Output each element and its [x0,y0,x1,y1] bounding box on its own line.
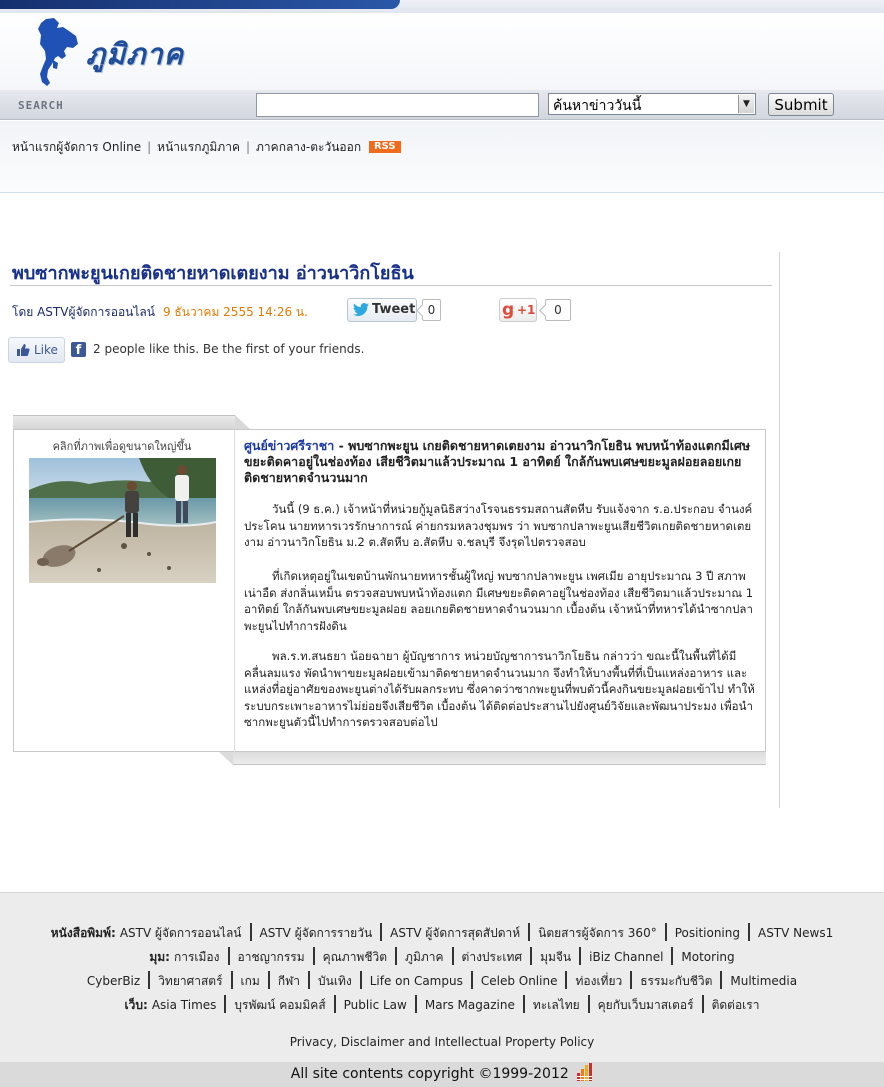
footer-row-label: เว็บ: [124,998,148,1012]
footer-link[interactable]: ติดต่อเรา [711,998,760,1012]
breadcrumb-separator: | [147,140,152,154]
breadcrumb [12,138,401,157]
article-lead [244,438,756,486]
footer-separator [224,995,226,1013]
footer-link[interactable]: CyberBiz [86,974,141,988]
google-plus-icon: g [502,300,515,320]
footer-separator [360,971,362,989]
search-bar [0,90,884,120]
footer-separator [308,971,310,989]
gplus-count: 0 [545,299,571,321]
footer-link[interactable]: ทะเลไทย [532,998,580,1012]
lead-text: - พบซากพะยูน เกยติดชายหาดเตยงาม อ่าวนาวิกโยธิน พบหน้าท้องแตกมีเศษขยะติดคาอยู่ในช่องท้อง เสียชีวิตมาแล้วประมาณ 1 อาทิตย์ ใกล้กันพบเศษขยะมูลฝอยลอยเกยติดชายหาดจำนวนมาก [244,438,751,485]
footer-link[interactable]: อาชญากรรม [237,950,305,964]
footer-separator [268,971,270,989]
site-header [0,13,884,90]
footer-separator [530,947,532,965]
search-scope-select[interactable] [548,93,756,115]
footer-link[interactable]: Multimedia [730,974,798,988]
nav-strip [0,121,884,193]
footer-separator [452,947,454,965]
footer-link[interactable]: ASTV ผู้จัดการสุดสัปดาห์ [390,926,521,940]
footer-row-sections-2 [0,971,884,991]
like-label: Like [34,343,58,357]
article-photo[interactable] [29,458,216,583]
bar-logo-icon [577,1063,593,1081]
footer-link[interactable]: Life on Campus [369,974,463,988]
footer-link[interactable]: ASTV News1 [757,926,834,940]
search-label: SEARCH [18,99,64,112]
twitter-bird-icon [353,303,369,317]
footer-separator [471,971,473,989]
gplus-button[interactable] [499,298,537,322]
title-divider [10,285,772,286]
lead-source[interactable]: ศูนย์ข่าวศรีราชา [244,438,335,453]
breadcrumb-manager-online[interactable]: หน้าแรกผู้จัดการ Online [12,140,142,154]
footer-separator [665,923,667,941]
content-divider [234,430,235,752]
tweet-button[interactable] [347,298,417,322]
footer-link[interactable]: มุมจีน [540,950,572,964]
tweet-count: 0 [422,299,441,321]
footer-link[interactable]: บันเทิง [318,974,352,988]
footer-separator [231,971,233,989]
footer-separator [148,971,150,989]
footer-separator [380,923,382,941]
thumbs-up-icon [16,343,30,357]
footer-separator [395,947,397,965]
sidebar-divider [779,252,780,808]
footer-link[interactable]: คุยกับเว็บมาสเตอร์ [597,998,694,1012]
footer-link[interactable]: Mars Magazine [424,998,515,1012]
article-paragraph-2: ที่เกิดเหตุอยู่ในเขตบ้านพักนายทหารชั้นผู้ใหญ่ พบซากปลาพะยูน เพศเมีย อายุประมาณ 3 ปี สภาพเน่าอืด ส่งกลิ่นเหม็น ตรวจสอบพบหน้าท้องแตก มีเศษขยะติดคาอยู่ในช่องท้อง เสียชีวิตมาแล้วประมาณ 1 อาทิตย์ ใกล้กันพบเศษขยะมูลฝอย ลอยเกยติดชายหาดจำนวนมาก เบื้องต้น เจ้าหน้าที่ทหารได้นำซากปลาพะยูนไปทำการฝังดิน [244,569,754,633]
chevron-down-icon[interactable]: ▼ [738,95,754,113]
footer-link[interactable]: Motoring [681,950,735,964]
submit-button[interactable]: Submit [768,93,834,116]
top-strip [0,0,884,13]
footer-row-label: หนังสือพิมพ์: [50,926,116,940]
site-logo-text[interactable]: ภูมิภาค [86,37,185,71]
article-paragraph-3: พล.ร.ท.สนธยา น้อยฉายา ผู้บัญชาการ หน่วยบัญชาการนาวิกโยธิน กล่าวว่า ขณะนี้ในพื้นที่ได้มีคลื่นลมแรง พัดนำพาขยะมูลฝอยเข้ามาติดชายหาดจำนวนมาก จึงทำให้บางพื้นที่ที่เป็นแหล่งอาหาร และแหล่งที่อยู่อาศัยของพะยูนต่างได้รับผลกระทบ ซึ่งคาดว่าซากพะยูนที่พบตัวนี้คงกินขยะมูลฝอยเข้าไป ทำให้ระบบกระเพาะอาหารไม่ย่อยจึงเสียชีวิต เบื้องต้น ได้ติดต่อประสานไปยังศูนย์วิจัยและพัฒนาประมง เพื่อนำซากพะยูนตัวนี้ไปทำการตรวจสอบต่อไป [244,649,755,729]
facebook-like-button[interactable] [8,337,65,363]
footer-separator [334,995,336,1013]
footer-separator [588,995,590,1013]
copyright-text: All site contents copyright ©1999-2012 [290,1066,569,1082]
site-footer [0,892,884,1087]
footer-link[interactable]: iBiz Channel [589,950,664,964]
footer-link[interactable]: ท่องเที่ยว [575,974,623,988]
footer-separator [565,971,567,989]
footer-separator [528,923,530,941]
footer-link[interactable]: ภูมิภาค [405,950,444,964]
breadcrumb-central-east[interactable]: ภาคกลาง-ตะวันออก [256,140,362,154]
article-paragraph-1: วันนี้ (9 ธ.ค.) เจ้าหน้าที่หน่วยกู้มูลนิธิสว่างโรจนธรรมสถานสัตหีบ รับแจ้งจาก ร.อ.ประกอบ จำนงค์ประโคน นายทหารเวรรักษาการณ์ ค่ายกรมหลวงชุมพร ว่า พบซากปลาพะยูนเสียชีวิตเกยติดชายหาดเตยงาม อ่าวนาวิกโยธิน ม.2 ต.สัตหีบ อ.สัตหีบ จ.ชลบุรี จึงรุดไปตรวจสอบ [244,502,753,549]
footer-separator [671,947,673,965]
content-tab-bottom [233,752,766,765]
footer-link[interactable]: นิตยสารผู้จัดการ 360° [538,926,657,940]
copyright-bar [0,1062,884,1087]
footer-link[interactable]: เกม [240,974,260,988]
article-author[interactable]: โดย ASTVผู้จัดการออนไลน์ [12,305,155,319]
gplus-label: +1 [517,303,536,317]
footer-separator [720,971,722,989]
breadcrumb-regional-home[interactable]: หน้าแรกภูมิภาค [157,140,240,154]
footer-link[interactable]: Asia Times [151,998,217,1012]
footer-link[interactable]: ต่างประเทศ [461,950,523,964]
footer-link[interactable]: ASTV ผู้จัดการออนไลน์ [119,926,242,940]
search-input[interactable] [256,93,539,117]
footer-link[interactable]: คุณภาพชีวิต [322,950,388,964]
byline [12,303,308,322]
footer-separator [415,995,417,1013]
facebook-icon: f [71,342,86,357]
search-scope-value: ค้นหาข่าววันนี้ [553,98,642,114]
footer-row-sections [0,947,884,967]
article-date: 9 ธันวาคม 2555 14:26 น. [162,305,308,319]
footer-link[interactable]: Positioning [674,926,740,940]
footer-separator [523,995,525,1013]
footer-separator [748,923,750,941]
thailand-map-icon[interactable] [32,17,80,87]
footer-row-newspapers [0,923,884,943]
footer-link[interactable]: ธรรมะกับชีวิต [640,974,713,988]
footer-separator [250,923,252,941]
footer-link[interactable]: Public Law [343,998,407,1012]
footer-link[interactable]: วิทยาศาสตร์ [158,974,223,988]
article-title: พบซากพะยูนเกยติดชายหาดเตยงาม อ่าวนาวิกโยธิน [12,263,414,284]
footer-policy [0,1035,884,1049]
footer-link[interactable]: การเมือง [173,950,220,964]
footer-separator [579,947,581,965]
footer-separator [228,947,230,965]
footer-separator [702,995,704,1013]
footer-row-web [0,995,884,1015]
content-tab-top [13,415,235,429]
footer-link[interactable]: Celeb Online [480,974,558,988]
footer-link[interactable]: บุรพัฒน์ คอมมิคส์ [234,998,326,1012]
footer-link[interactable]: กีฬา [277,974,301,988]
breadcrumb-separator: | [245,140,251,154]
footer-link[interactable]: ASTV ผู้จัดการรายวัน [259,926,373,940]
policy-link[interactable]: Privacy, Disclaimer and Intellectual Property Policy [289,1035,595,1049]
footer-row-label: มุม: [149,950,170,964]
photo-caption[interactable]: คลิกที่ภาพเพื่อดูขนาดใหญ่ขึ้น [52,440,192,453]
footer-separator [630,971,632,989]
tweet-label: Tweet [372,302,416,317]
rss-icon[interactable]: RSS [369,141,401,153]
footer-separator [313,947,315,965]
like-summary: 2 people like this. Be the first of your friends. [93,342,365,356]
